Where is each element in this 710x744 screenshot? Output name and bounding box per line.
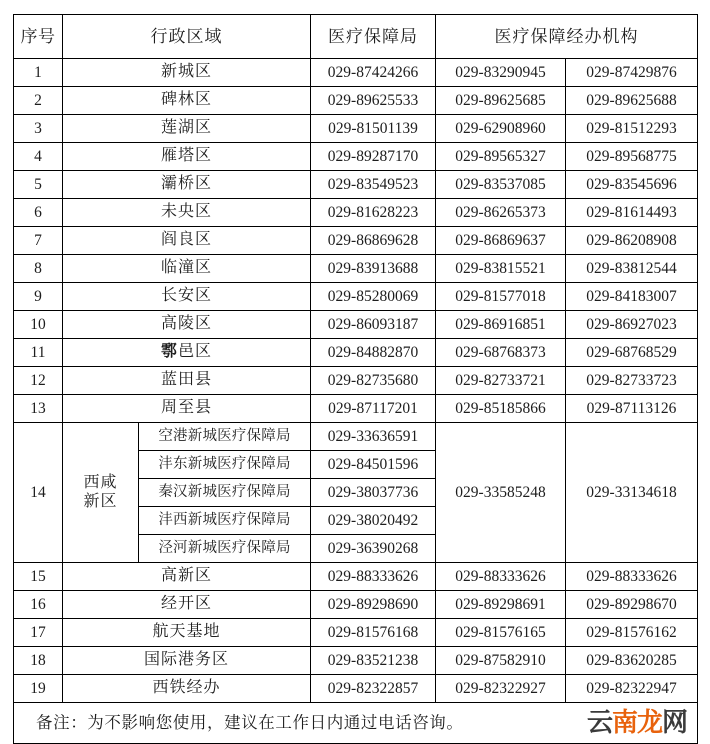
cell-org-phone-2: 029-89568775 [566,143,698,171]
table-row [14,339,698,367]
cell-org-phone-1: 029-82322927 [436,675,566,703]
cell-org-phone-1: 029-83290945 [436,59,566,87]
cell-area: 经开区 [63,591,311,619]
cell-area: 灞桥区 [63,171,311,199]
cell-no: 15 [14,563,63,591]
cell-org-phone-1: 029-68768373 [436,339,566,367]
cell-area: 航天基地 [63,619,311,647]
cell-area: 莲湖区 [63,115,311,143]
note-cell [14,703,698,744]
cell-no: 4 [14,143,63,171]
watermark-char-2: 南 [611,708,637,738]
cell-area: 周至县 [63,395,311,423]
cell-org-phone-1: 029-89565327 [436,143,566,171]
cell-sub-area: 秦汉新城医疗保障局 [139,479,311,507]
cell-org-phone-2: 029-82322947 [566,675,698,703]
table-row [14,199,698,227]
cell-org-phone-1: 029-33585248 [436,423,566,563]
cell-org-phone-2: 029-89625688 [566,87,698,115]
table-body [14,59,698,744]
watermark-char-4: 网 [661,708,687,738]
cell-org-phone-1: 029-81576165 [436,619,566,647]
cell-bureau-phone: 029-88333626 [311,563,436,591]
cell-area: 蓝田县 [63,367,311,395]
cell-org-phone-1: 029-83537085 [436,171,566,199]
header-no: 序号 [14,15,63,59]
cell-org-phone-2: 029-81614493 [566,199,698,227]
cell-no: 12 [14,367,63,395]
table-note-row [14,703,698,744]
cell-org-phone-2: 029-81576162 [566,619,698,647]
cell-sub-area: 空港新城医疗保障局 [139,423,311,451]
cell-org-phone-1: 029-85185866 [436,395,566,423]
cell-bureau-phone: 029-82735680 [311,367,436,395]
cell-bureau-phone: 029-38020492 [311,507,436,535]
table-row [14,563,698,591]
cell-org-phone-2: 029-33134618 [566,423,698,563]
cell-area: 未央区 [63,199,311,227]
cell-no: 11 [14,339,63,367]
cell-bureau-phone: 029-86869628 [311,227,436,255]
cell-org-phone-1: 029-89625685 [436,87,566,115]
cell-area: 碑林区 [63,87,311,115]
cell-org-phone-2: 029-83812544 [566,255,698,283]
cell-area: 高新区 [63,563,311,591]
cell-no: 16 [14,591,63,619]
cell-org-phone-1: 029-89298691 [436,591,566,619]
watermark-char-1: 云 [586,708,612,738]
cell-bureau-phone: 029-89298690 [311,591,436,619]
cell-org-phone-1: 029-86916851 [436,311,566,339]
table-row [14,395,698,423]
cell-org-phone-2: 029-82733723 [566,367,698,395]
note-text: 备注：为不影响您使用，建议在工作日内通过电话咨询。 [36,712,464,732]
cell-bureau-phone: 029-33636591 [311,423,436,451]
site-watermark [587,710,687,736]
cell-bureau-phone: 029-81576168 [311,619,436,647]
cell-no: 17 [14,619,63,647]
cell-area: 雁塔区 [63,143,311,171]
cell-area: 国际港务区 [63,647,311,675]
medical-insurance-contact-table [13,14,698,744]
table-row [14,143,698,171]
header-org: 医疗保障经办机构 [436,15,698,59]
cell-org-phone-2: 029-81512293 [566,115,698,143]
cell-org-phone-2: 029-83620285 [566,647,698,675]
cell-bureau-phone: 029-84501596 [311,451,436,479]
table-row [14,255,698,283]
cell-bureau-phone: 029-82322857 [311,675,436,703]
cell-no: 7 [14,227,63,255]
cell-bureau-phone: 029-89287170 [311,143,436,171]
cell-area: 高陵区 [63,311,311,339]
cell-area: 新城区 [63,59,311,87]
cell-no: 3 [14,115,63,143]
cell-org-phone-2: 029-87429876 [566,59,698,87]
cell-org-phone-1: 029-83815521 [436,255,566,283]
cell-org-phone-1: 029-81577018 [436,283,566,311]
table-row [14,675,698,703]
table-row [14,283,698,311]
table-row-group [14,423,698,451]
cell-sub-area: 沣东新城医疗保障局 [139,451,311,479]
cell-org-phone-2: 029-83545696 [566,171,698,199]
group-area-line2: 新区 [83,492,118,510]
cell-bureau-phone: 029-87117201 [311,395,436,423]
header-area: 行政区域 [63,15,311,59]
cell-bureau-phone: 029-83913688 [311,255,436,283]
cell-no: 10 [14,311,63,339]
contact-table-container [13,14,697,744]
cell-area: 阎良区 [63,227,311,255]
cell-org-phone-1: 029-87582910 [436,647,566,675]
cell-no: 18 [14,647,63,675]
header-row [14,15,698,59]
cell-org-phone-2: 029-86208908 [566,227,698,255]
cell-group-area [63,423,139,563]
cell-org-phone-2: 029-84183007 [566,283,698,311]
table-row [14,87,698,115]
cell-no: 14 [14,423,63,563]
cell-no: 5 [14,171,63,199]
cell-no: 13 [14,395,63,423]
cell-bureau-phone: 029-81501139 [311,115,436,143]
cell-no: 8 [14,255,63,283]
cell-bureau-phone: 029-36390268 [311,535,436,563]
cell-bureau-phone: 029-81628223 [311,199,436,227]
group-area-line1: 西咸 [83,474,118,492]
cell-sub-area: 泾河新城医疗保障局 [139,535,311,563]
cell-bureau-phone: 029-86093187 [311,311,436,339]
cell-bureau-phone: 029-84882870 [311,339,436,367]
cell-org-phone-1: 029-86869637 [436,227,566,255]
watermark-char-3: 龙 [636,708,662,738]
cell-org-phone-1: 029-82733721 [436,367,566,395]
table-row [14,591,698,619]
cell-no: 6 [14,199,63,227]
header-bureau: 医疗保障局 [311,15,436,59]
table-row [14,227,698,255]
cell-org-phone-2: 029-89298670 [566,591,698,619]
table-header [14,15,698,59]
table-row [14,311,698,339]
cell-org-phone-2: 029-88333626 [566,563,698,591]
cell-no: 1 [14,59,63,87]
table-row [14,171,698,199]
cell-org-phone-1: 029-86265373 [436,199,566,227]
cell-no: 9 [14,283,63,311]
table-row [14,115,698,143]
cell-bureau-phone: 029-89625533 [311,87,436,115]
cell-org-phone-1: 029-62908960 [436,115,566,143]
cell-area: 长安区 [63,283,311,311]
cell-org-phone-2: 029-87113126 [566,395,698,423]
table-row [14,619,698,647]
cell-org-phone-1: 029-88333626 [436,563,566,591]
cell-no: 2 [14,87,63,115]
cell-area: 鄠邑区 [63,339,311,367]
table-row [14,367,698,395]
cell-area: 临潼区 [63,255,311,283]
cell-bureau-phone: 029-85280069 [311,283,436,311]
cell-org-phone-2: 029-86927023 [566,311,698,339]
cell-bureau-phone: 029-38037736 [311,479,436,507]
cell-no: 19 [14,675,63,703]
table-row [14,59,698,87]
cell-sub-area: 沣西新城医疗保障局 [139,507,311,535]
cell-org-phone-2: 029-68768529 [566,339,698,367]
cell-bureau-phone: 029-83521238 [311,647,436,675]
cell-area: 西铁经办 [63,675,311,703]
cell-bureau-phone: 029-83549523 [311,171,436,199]
cell-bureau-phone: 029-87424266 [311,59,436,87]
table-row [14,647,698,675]
